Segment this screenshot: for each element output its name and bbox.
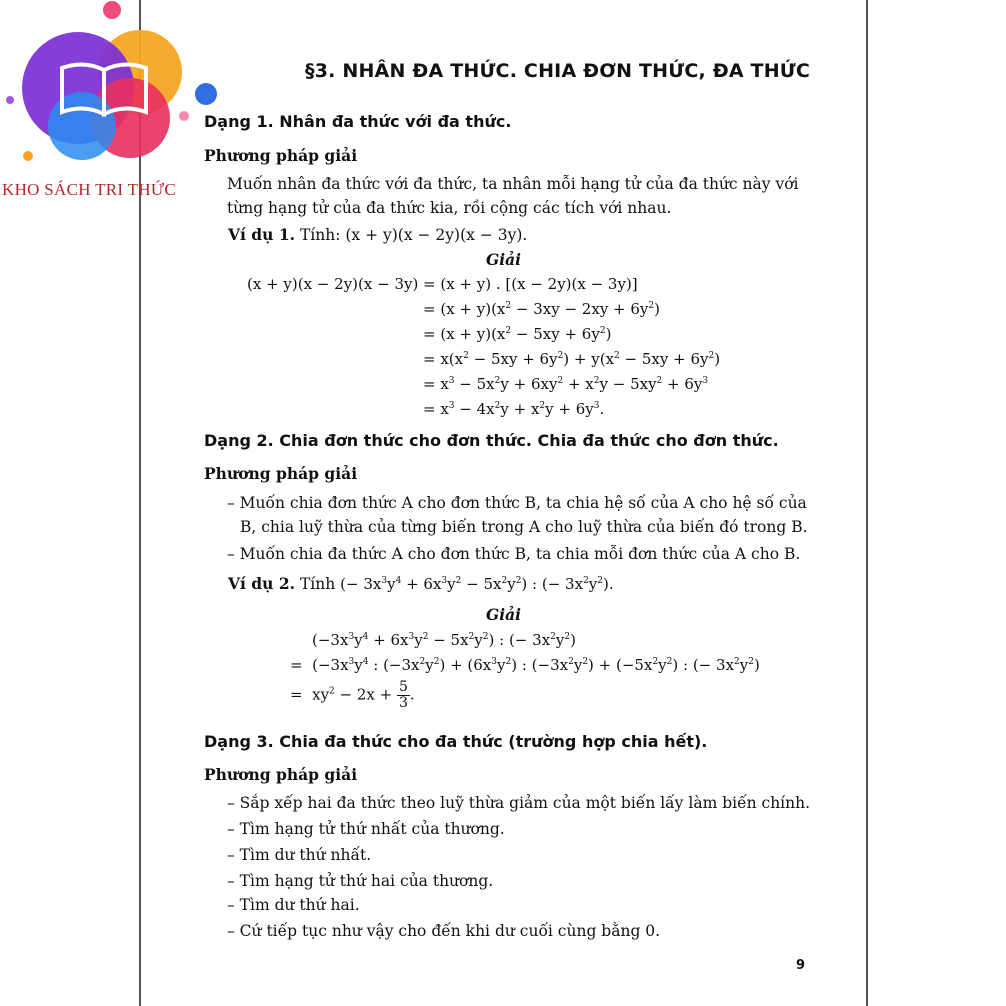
brand-name: KHO SÁCH TRI THỨC [2,180,176,199]
dang3-bullet: – Tìm dư thứ nhất. [227,846,372,864]
dang1-eq-line2: = $(x + y)(x^2 - 3xy - 2xy + 6y^2)$ [423,300,661,318]
dang2-method-label: Phương pháp giải [204,464,358,483]
dang3-bullet: – Tìm hạng tử thứ nhất của thương. [227,820,505,838]
dang3-method-label: Phương pháp giải [204,765,358,784]
section-title: §3. NHÂN ĐA THỨC. CHIA ĐƠN THỨC, ĐA THỨC [305,60,811,82]
dang2-example-prefix: Tính [299,575,336,593]
dang1-eq-line3: = $(x + y)(x^2 - 5xy + 6y^2)$ [423,325,612,343]
dang2-example: Ví dụ 2. Tính (− $3x^3y^4 + 6x^3y^2 - 5x^2y^2$) : (− $3x^2y^2$). [228,574,614,593]
dang1-method-line2: từng hạng tử của đa thức kia, rồi cộng các tích với nhau. [227,199,672,217]
dang2-eq-line3: = $xy^2 - 2x$ + $\frac{5}{3}$ . [290,679,415,711]
dang3-bullet: – Tìm hạng tử thứ hai của thương. [227,872,494,890]
dang1-eq-lhs: (x + y)(x − 2y)(x − 3y) [247,275,419,293]
fraction-numerator: 5 [399,679,408,695]
logo-image [0,0,230,210]
dang3-bullet: – Sắp xếp hai đa thức theo luỹ thừa giảm của một biến lấy làm biến chính. [227,794,811,812]
dang2-eq-line1: $(-3x^3y^4 + 6x^3y^2 - 5x^2y^2)$ : (− $3x^2y^2$) [312,631,576,649]
fraction [397,680,410,711]
dang1-example-label: Ví dụ 1. [228,225,295,244]
dang1-eq-line1: = (x + y) . [(x − 2y)(x − 3y)] [423,275,638,293]
dang1-eq-line5: = $x^3 - 5x^2y + 6xy^2 + x^2y - 5xy^2 + 6y^3$ [423,375,709,393]
fraction-denominator: 3 [399,695,408,711]
dang1-title: Dạng 1. Nhân đa thức với đa thức. [204,112,512,131]
dang1-example [228,225,527,244]
dang3-bullet: – Tìm dư thứ hai. [227,896,360,914]
dang2-solution-label: Giải [486,605,522,624]
dang1-eq-line6: = $x^3 - 4x^2y + x^2y + 6y^3$. [423,400,605,418]
dang2-example-label: Ví dụ 2. [228,574,295,593]
dang1-example-text: Tính: (x + y)(x − 2y)(x − 3y). [299,226,528,244]
dang1-eq-line4: = $x(x^2 - 5xy + 6y^2) + y(x^2 - 5xy + 6y^2)$ [423,350,721,368]
page-number: 9 [796,958,806,973]
dang3-title: Dạng 3. Chia đa thức cho đa thức (trường hợp chia hết). [204,732,708,751]
dang1-method-label: Phương pháp giải [204,146,358,165]
dang2-bullet1-line1: – Muốn chia đơn thức A cho đơn thức B, ta chia hệ số của A cho hệ số của [227,494,807,512]
dang1-solution-label: Giải [486,250,522,269]
dang1-method-line1: Muốn nhân đa thức với đa thức, ta nhân mỗi hạng tử của đa thức này với [227,175,799,193]
dang2-eq-line2: = ($-3x^3y^4$ : $(-3x^2y^2) + (6x^3y^2)$ : $(-3x^2y^2) + (-5x^2y^2)$ : (− $3x^2y^2$) [290,656,760,674]
dang2-title: Dạng 2. Chia đơn thức cho đơn thức. Chia đa thức cho đơn thức. [204,431,779,450]
page-right-edge [866,0,868,1006]
dang3-bullet: – Cứ tiếp tục như vậy cho đến khi dư cuối cùng bằng 0. [227,922,661,940]
dang2-bullet1-line2: B, chia luỹ thừa của từng biến trong A cho luỹ thừa của biến đó trong B. [240,518,808,536]
dang2-bullet2: – Muốn chia đa thức A cho đơn thức B, ta chia mỗi đơn thức của A cho B. [227,545,801,563]
